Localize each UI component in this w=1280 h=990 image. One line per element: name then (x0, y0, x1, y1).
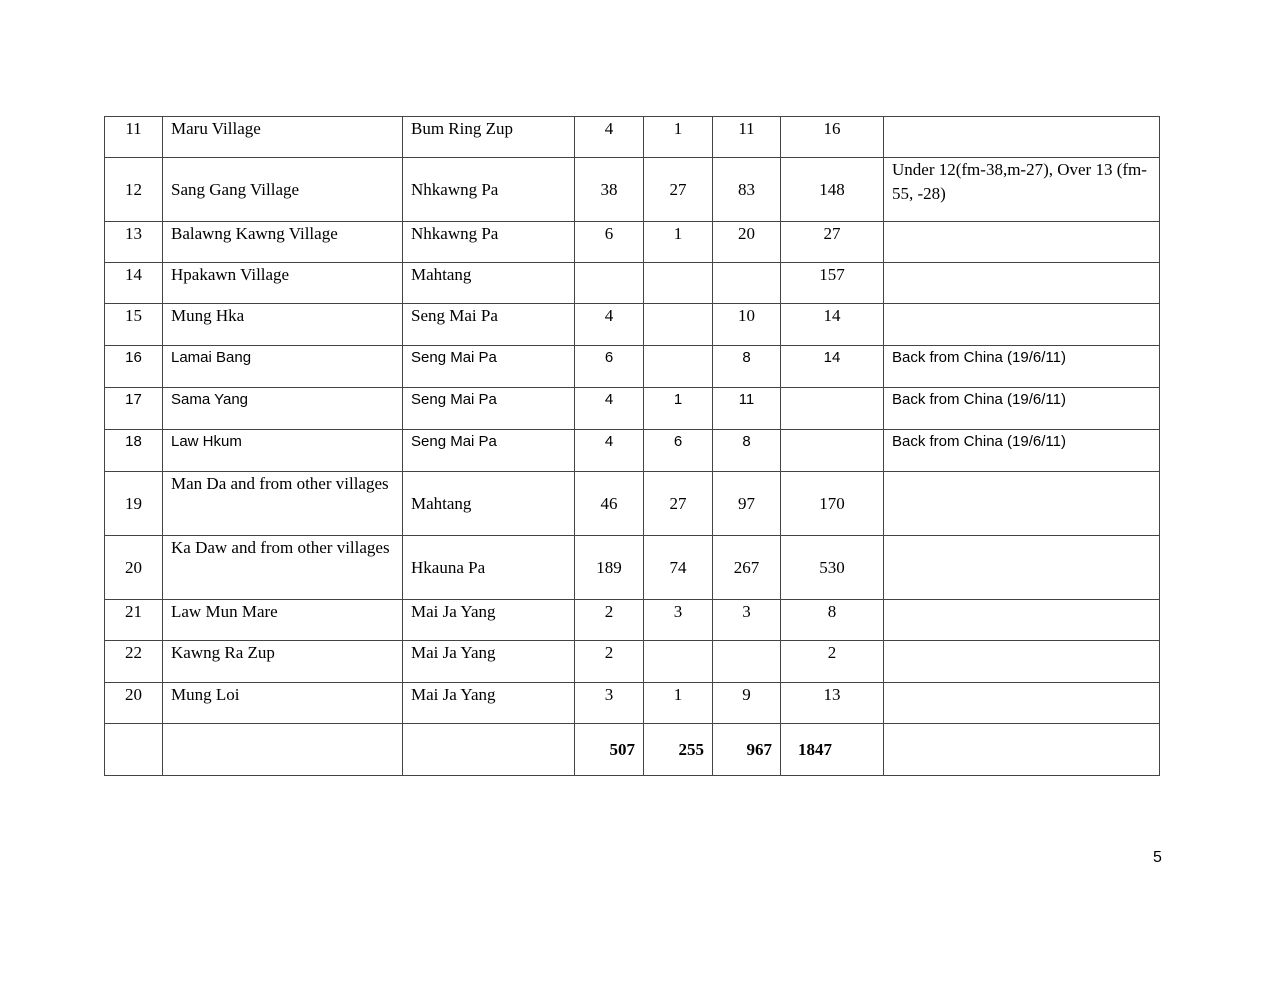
count-2: 1 (644, 388, 713, 430)
remark (884, 600, 1160, 641)
count-1: 4 (575, 388, 644, 430)
table-row (105, 222, 1160, 263)
total-count-2: 255 (644, 724, 713, 776)
count-2: 27 (644, 158, 713, 222)
count-1: 46 (575, 472, 644, 536)
count-1: 4 (575, 430, 644, 472)
row-number: 14 (105, 263, 163, 304)
remark: Back from China (19/6/11) (884, 388, 1160, 430)
count-2: 74 (644, 536, 713, 600)
village-name: Ka Daw and from other villages (163, 536, 403, 600)
total-count: 2 (781, 641, 884, 683)
count-3: 20 (713, 222, 781, 263)
count-2 (644, 346, 713, 388)
remark (884, 536, 1160, 600)
count-1: 4 (575, 304, 644, 346)
area-name: Seng Mai Pa (403, 388, 575, 430)
remark (884, 641, 1160, 683)
remark (884, 117, 1160, 158)
count-2: 6 (644, 430, 713, 472)
remark (884, 222, 1160, 263)
totals-empty-cell (163, 724, 403, 776)
row-number: 12 (105, 158, 163, 222)
village-name: Sama Yang (163, 388, 403, 430)
count-2: 3 (644, 600, 713, 641)
count-3: 83 (713, 158, 781, 222)
count-2: 1 (644, 222, 713, 263)
count-3 (713, 641, 781, 683)
table-row (105, 117, 1160, 158)
count-1: 6 (575, 346, 644, 388)
count-3: 10 (713, 304, 781, 346)
total-count: 14 (781, 346, 884, 388)
count-1: 38 (575, 158, 644, 222)
village-name: Sang Gang Village (163, 158, 403, 222)
total-count-3: 967 (713, 724, 781, 776)
table-row (105, 263, 1160, 304)
remark: Back from China (19/6/11) (884, 430, 1160, 472)
row-number: 11 (105, 117, 163, 158)
total-count: 8 (781, 600, 884, 641)
total-count: 13 (781, 683, 884, 724)
village-name: Mung Hka (163, 304, 403, 346)
remark: Back from China (19/6/11) (884, 346, 1160, 388)
count-2: 27 (644, 472, 713, 536)
row-number: 19 (105, 472, 163, 536)
page-number: 5 (1153, 849, 1162, 866)
remark (884, 683, 1160, 724)
area-name: Hkauna Pa (403, 536, 575, 600)
table-row (105, 600, 1160, 641)
remark (884, 263, 1160, 304)
totals-row (105, 724, 1160, 776)
total-count: 14 (781, 304, 884, 346)
count-2 (644, 263, 713, 304)
total-count: 170 (781, 472, 884, 536)
village-name: Hpakawn Village (163, 263, 403, 304)
row-number: 20 (105, 683, 163, 724)
village-name: Kawng Ra Zup (163, 641, 403, 683)
count-1: 3 (575, 683, 644, 724)
total-count: 16 (781, 117, 884, 158)
table-row (105, 536, 1160, 600)
area-name: Mahtang (403, 263, 575, 304)
total-count: 530 (781, 536, 884, 600)
data-table (104, 116, 1160, 776)
village-name: Law Hkum (163, 430, 403, 472)
area-name: Nhkawng Pa (403, 158, 575, 222)
village-name: Lamai Bang (163, 346, 403, 388)
table-row (105, 304, 1160, 346)
area-name: Bum Ring Zup (403, 117, 575, 158)
row-number: 21 (105, 600, 163, 641)
count-2: 1 (644, 683, 713, 724)
count-3: 97 (713, 472, 781, 536)
count-1: 2 (575, 641, 644, 683)
total-count: 157 (781, 263, 884, 304)
count-3 (713, 263, 781, 304)
table-row (105, 472, 1160, 536)
area-name: Seng Mai Pa (403, 346, 575, 388)
count-3: 267 (713, 536, 781, 600)
table-row (105, 346, 1160, 388)
village-name: Law Mun Mare (163, 600, 403, 641)
village-name: Balawng Kawng Village (163, 222, 403, 263)
row-number: 20 (105, 536, 163, 600)
total-count-1: 507 (575, 724, 644, 776)
total-count (781, 430, 884, 472)
count-2: 1 (644, 117, 713, 158)
total-count (781, 388, 884, 430)
remark (884, 304, 1160, 346)
row-number: 13 (105, 222, 163, 263)
total-count: 148 (781, 158, 884, 222)
count-2 (644, 304, 713, 346)
row-number: 16 (105, 346, 163, 388)
row-number: 18 (105, 430, 163, 472)
count-1: 6 (575, 222, 644, 263)
totals-empty-cell (105, 724, 163, 776)
grand-total: 1847 (781, 724, 884, 776)
area-name: Mahtang (403, 472, 575, 536)
total-count: 27 (781, 222, 884, 263)
area-name: Mai Ja Yang (403, 600, 575, 641)
village-name: Man Da and from other villages (163, 472, 403, 536)
table-row (105, 388, 1160, 430)
table-row (105, 430, 1160, 472)
area-name: Seng Mai Pa (403, 430, 575, 472)
table-row (105, 641, 1160, 683)
remark: Under 12(fm-38,m-27), Over 13 (fm-55, -28) (884, 158, 1160, 222)
count-2 (644, 641, 713, 683)
remark (884, 472, 1160, 536)
count-1 (575, 263, 644, 304)
count-3: 8 (713, 430, 781, 472)
area-name: Nhkawng Pa (403, 222, 575, 263)
count-3: 3 (713, 600, 781, 641)
village-name: Mung Loi (163, 683, 403, 724)
row-number: 15 (105, 304, 163, 346)
count-1: 2 (575, 600, 644, 641)
count-3: 9 (713, 683, 781, 724)
count-3: 11 (713, 388, 781, 430)
row-number: 22 (105, 641, 163, 683)
count-3: 11 (713, 117, 781, 158)
area-name: Seng Mai Pa (403, 304, 575, 346)
area-name: Mai Ja Yang (403, 683, 575, 724)
table-row (105, 158, 1160, 222)
count-1: 189 (575, 536, 644, 600)
totals-empty-cell (403, 724, 575, 776)
row-number: 17 (105, 388, 163, 430)
count-1: 4 (575, 117, 644, 158)
area-name: Mai Ja Yang (403, 641, 575, 683)
table-row (105, 683, 1160, 724)
village-name: Maru Village (163, 117, 403, 158)
totals-empty-cell (884, 724, 1160, 776)
count-3: 8 (713, 346, 781, 388)
